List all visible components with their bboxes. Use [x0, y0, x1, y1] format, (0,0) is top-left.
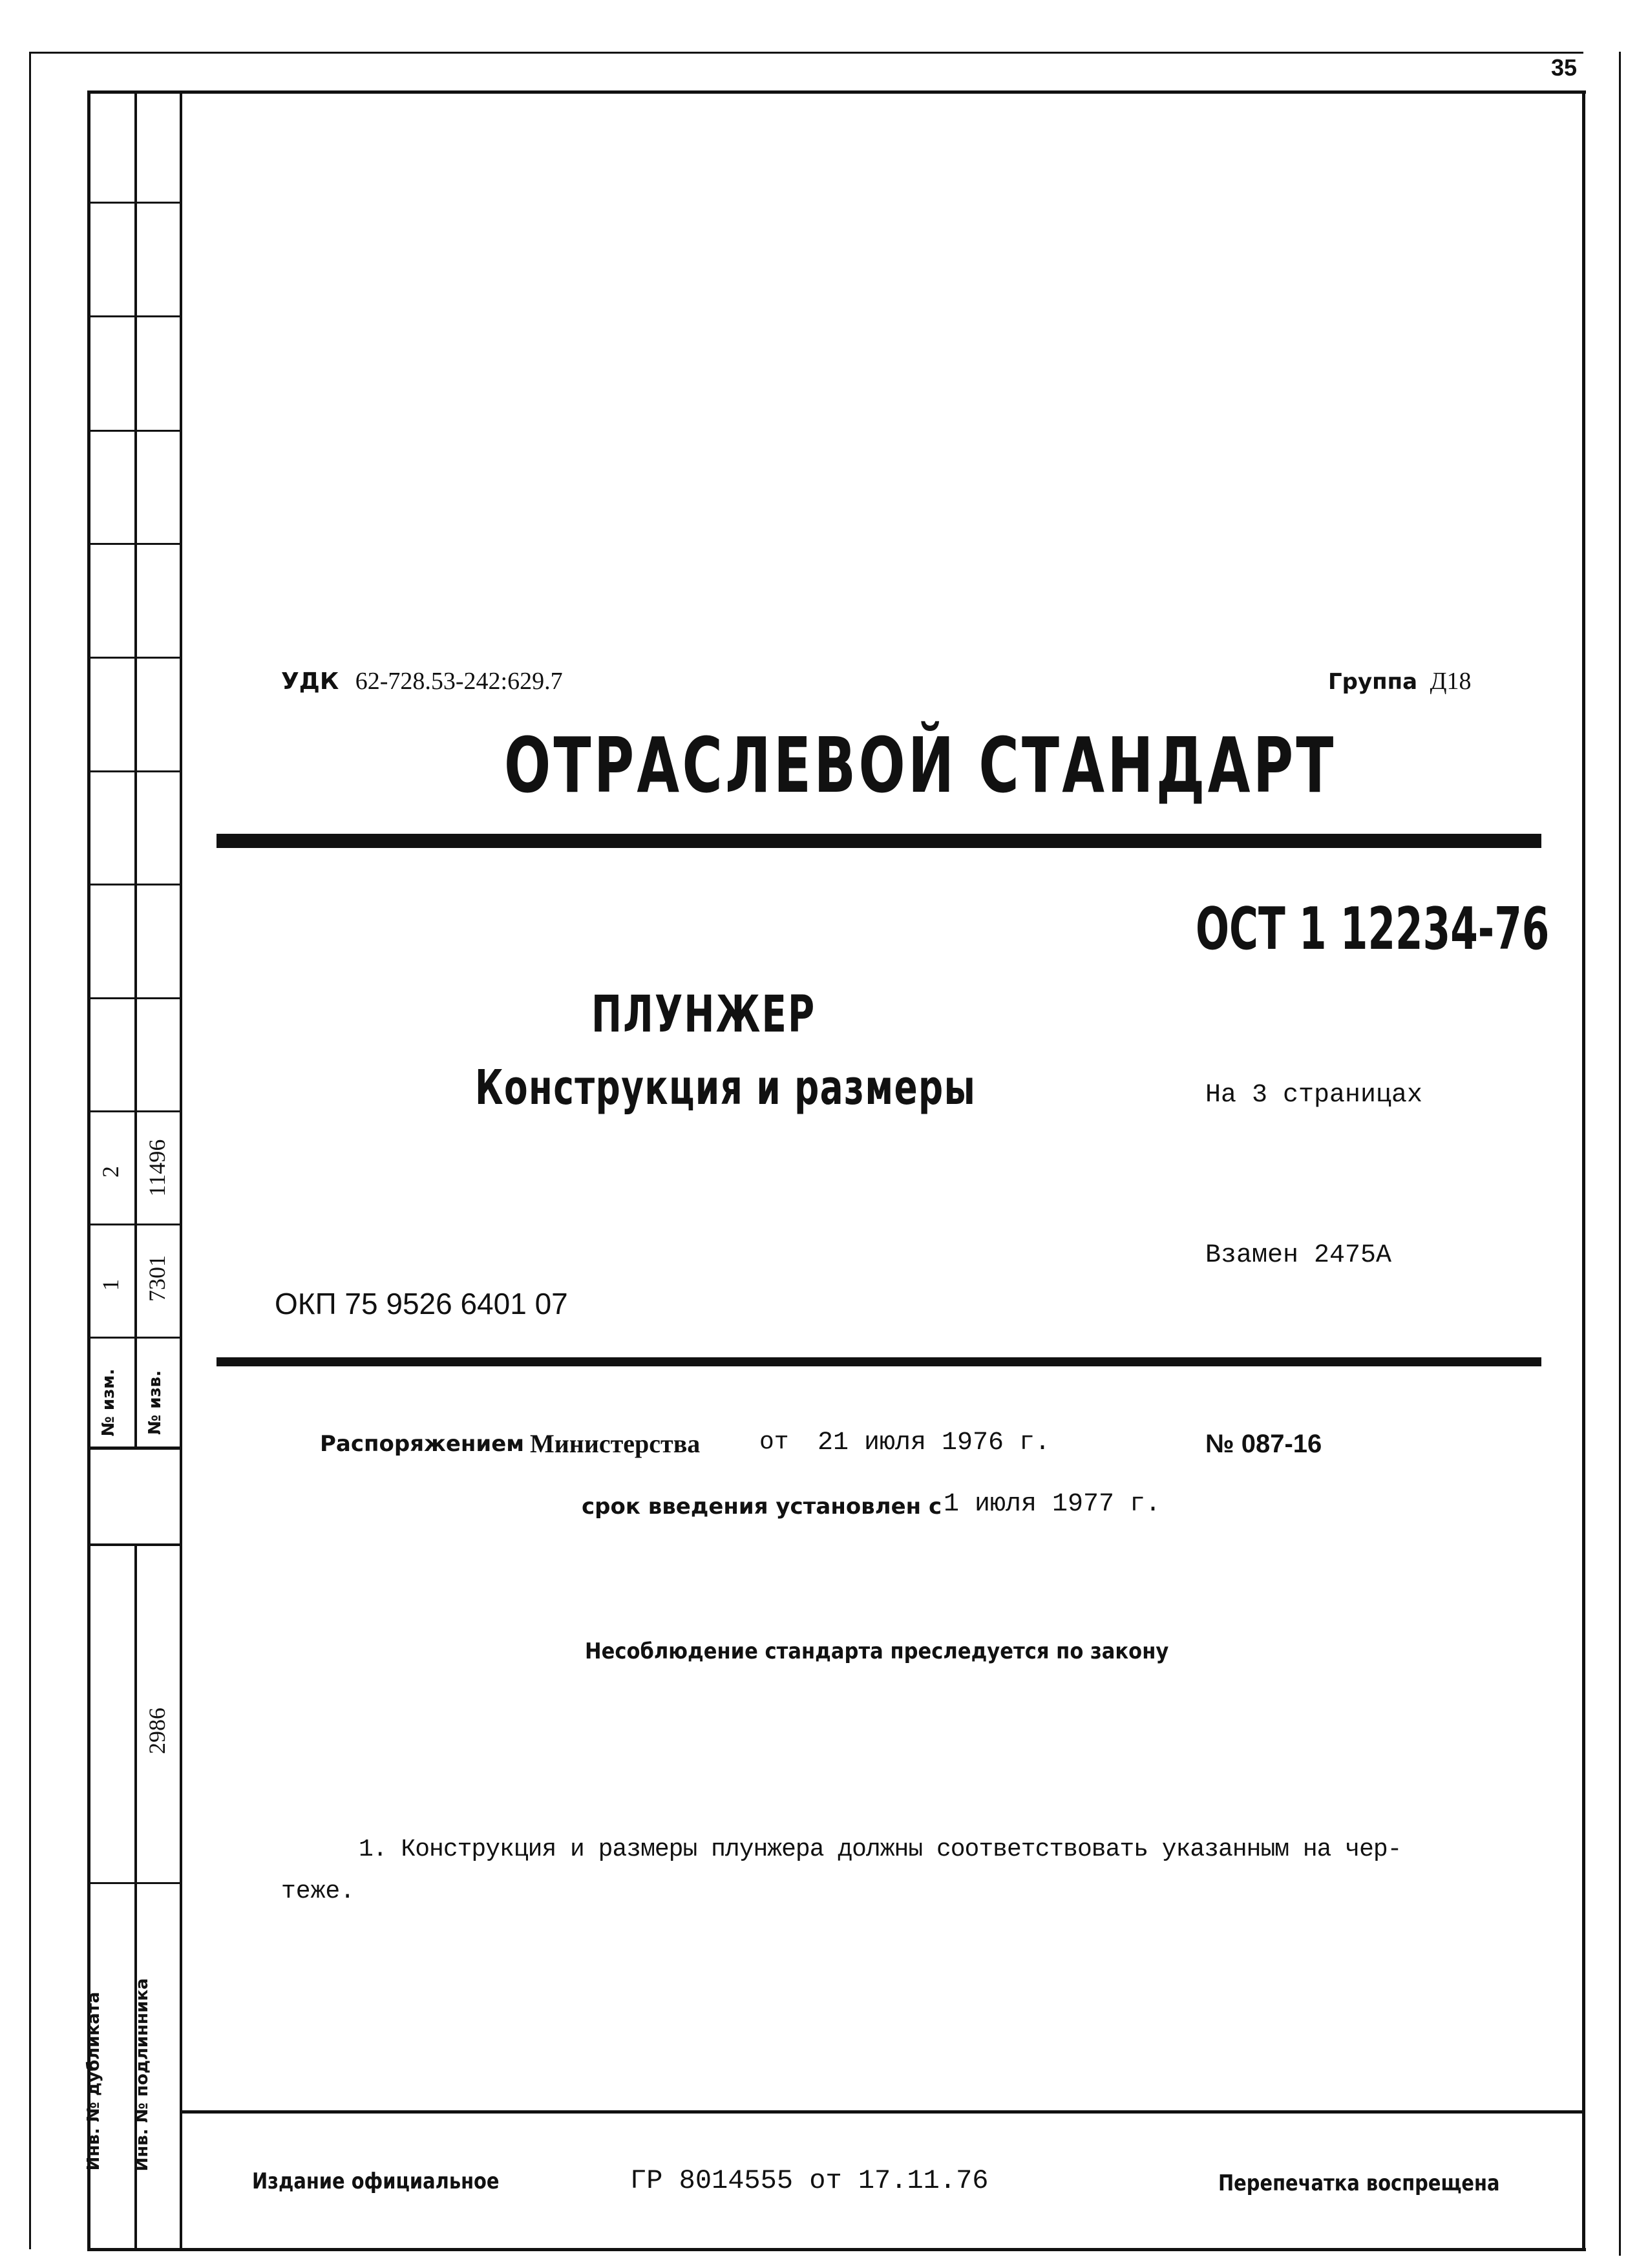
- inv-stub-row: [89, 1882, 181, 1884]
- footer-registration: ГР 8014555 от 17.11.76: [630, 2165, 989, 2196]
- page-number: 35: [1551, 54, 1578, 81]
- document-title: ОТРАСЛЕВОЙ СТАНДАРТ: [504, 721, 1336, 810]
- product-subtitle: Конструкция и размеры: [475, 1060, 977, 1116]
- group-value: Д18: [1430, 668, 1472, 695]
- revision-1: 1: [98, 1279, 123, 1291]
- pages-note: На 3 страницах: [1205, 1081, 1423, 1110]
- group-label: Группа: [1328, 669, 1418, 695]
- inv-duplicate-label: Инв. № дубликата: [84, 1991, 103, 2171]
- right-rule-outer: [1619, 52, 1621, 2256]
- footer-top-rule: [181, 2110, 1583, 2114]
- stub-col-left: [180, 90, 182, 2251]
- frame-right: [1582, 90, 1585, 2251]
- top-rule-outer: [29, 52, 1583, 54]
- footer-reprint: Перепечатка воспрещена: [1218, 2170, 1500, 2196]
- stub-row-line: [89, 1337, 181, 1339]
- revision-number-header: № изм.: [99, 1368, 118, 1437]
- stub-row-line: [89, 315, 181, 317]
- inv-original-value: 2986: [144, 1708, 170, 1754]
- footer-bottom-rule: [181, 2248, 1583, 2251]
- udk-line: [281, 667, 563, 695]
- designation-wrap: [1196, 895, 1648, 966]
- revision-2: 2: [98, 1166, 123, 1178]
- product-name-wrap: [591, 986, 903, 1050]
- legal-warning: Несоблюдение стандарта преследуется по закону: [585, 1638, 1169, 1664]
- stub-col-outer-upper: [87, 90, 90, 1448]
- footer-reprint-wrap: [1218, 2170, 1549, 2196]
- stub-row-line: [89, 430, 181, 432]
- udk-label: УДК: [281, 668, 339, 695]
- stub-row-line: [89, 1224, 181, 1225]
- notice-11496: 11496: [144, 1139, 170, 1197]
- notice-7301: 7301: [144, 1255, 170, 1302]
- standard-designation: ОСТ 1 12234-76: [1196, 895, 1550, 963]
- clause-1-line-1: 1. Конструкция и размеры плунжера должны соответствовать указанным на чер-: [359, 1836, 1402, 1863]
- stub-row-line: [89, 770, 181, 772]
- okp-thick-rule: [217, 1357, 1541, 1366]
- product-name: ПЛУНЖЕР: [591, 986, 816, 1044]
- title-thick-rule: [217, 834, 1541, 848]
- order-number: № 087-16: [1205, 1430, 1322, 1458]
- effective-line: [582, 1490, 1293, 1529]
- stub-row-line: [89, 543, 181, 545]
- order-authority: Министерства: [530, 1429, 701, 1458]
- document-title-wrap: [504, 721, 1336, 811]
- stub-row-line: [89, 1110, 181, 1112]
- okp-code: ОКП 75 9526 6401 07: [275, 1287, 568, 1320]
- effective-date: 1 июля 1977 г.: [944, 1490, 1161, 1519]
- clause-1-line-2: теже.: [281, 1878, 355, 1905]
- udk-value: 62-728.53-242:629.7: [355, 668, 563, 695]
- left-rule-outer: [29, 52, 31, 2249]
- stub-row-line: [89, 1447, 181, 1450]
- stub-row-line: [89, 202, 181, 204]
- notice-number-header: № изв.: [145, 1370, 165, 1435]
- stub-col-mid: [134, 90, 137, 1448]
- frame-top: [89, 90, 1586, 94]
- product-subtitle-wrap: [475, 1060, 1171, 1125]
- replaces-note: Взамен 2475А: [1205, 1241, 1392, 1270]
- inv-original-label: Инв. № подлинника: [132, 1978, 152, 2172]
- order-from: от: [759, 1428, 789, 1456]
- footer-edition: Издание официальное: [252, 2168, 500, 2194]
- footer-edition-wrap: [252, 2168, 543, 2194]
- effective-label: срок введения установлен с: [582, 1494, 942, 1520]
- group-line: [1328, 667, 1472, 695]
- order-line: [320, 1428, 1483, 1467]
- order-label: Распоряжением: [320, 1431, 525, 1457]
- warning-wrap: [585, 1638, 1234, 1677]
- order-date: 21 июля 1976 г.: [818, 1428, 1051, 1457]
- stub-row-line: [89, 657, 181, 659]
- stub-row-line: [89, 884, 181, 885]
- stub-row-line: [89, 997, 181, 999]
